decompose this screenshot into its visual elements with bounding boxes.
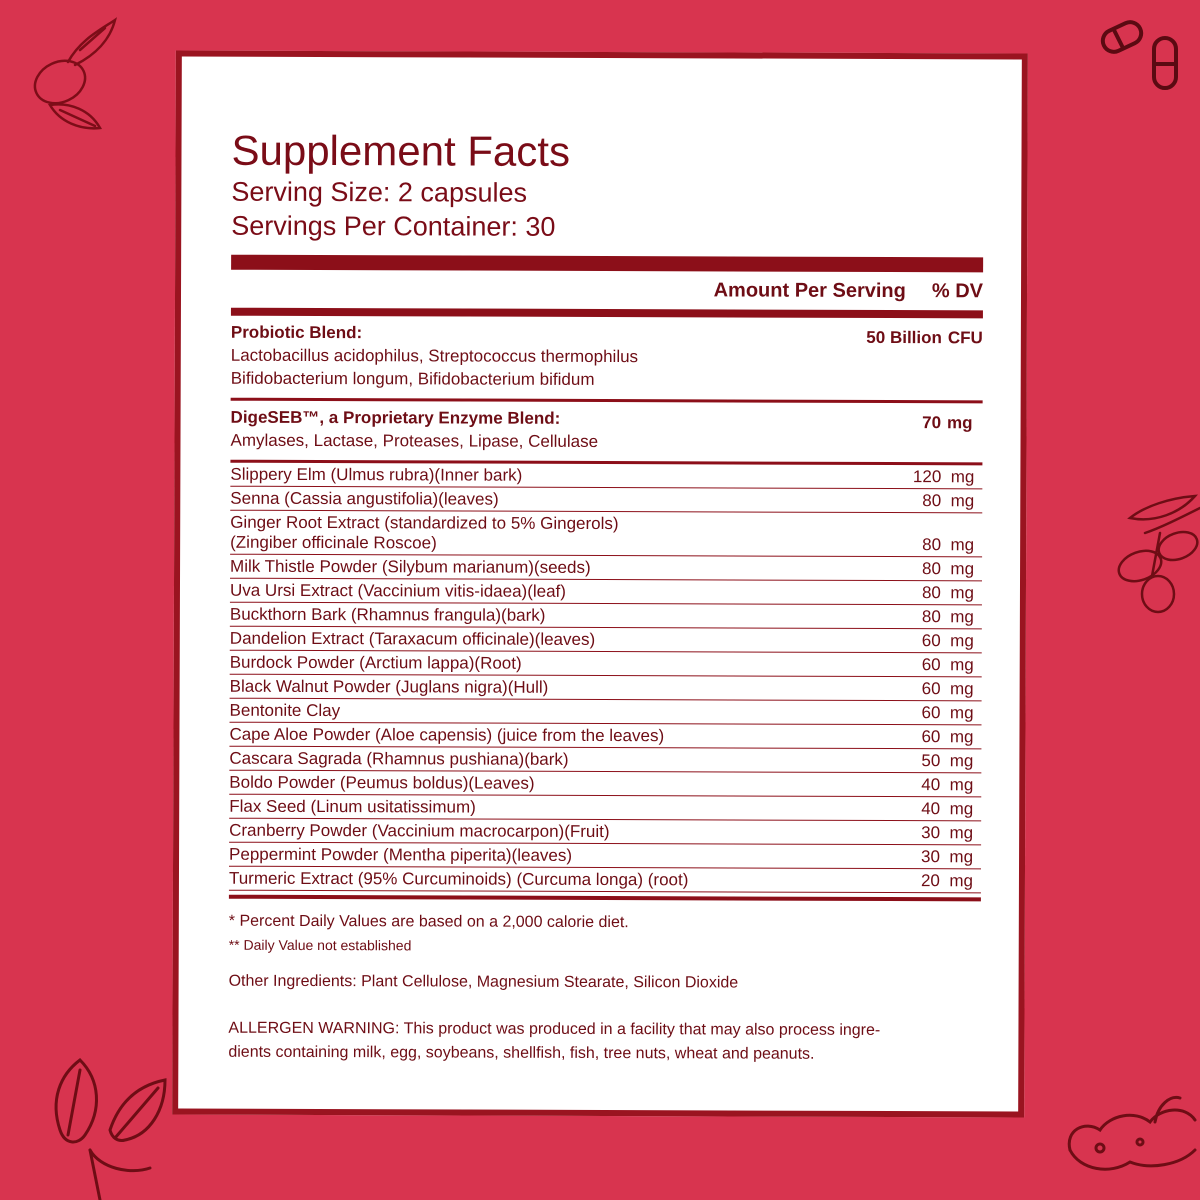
ingredient-amount-value: 60 (921, 703, 941, 723)
ingredient-name-line: Uva Ursi Extract (Vaccinium vitis-idaea)(leaf) (229, 580, 566, 601)
ingredient-amount (922, 631, 974, 651)
ingredient-row (230, 603, 982, 630)
capsules-doodle-icon (1098, 20, 1188, 100)
ingredient-name-line: Slippery Elm (Ulmus rubra)(Inner bark) (230, 464, 523, 485)
ingredient-amount-value: 60 (921, 727, 941, 747)
ingredient-name-line: Boldo Powder (Peumus boldus)(Leaves) (229, 772, 535, 793)
ingredient-name (230, 629, 595, 650)
ingredient-amount-value: 40 (921, 799, 941, 819)
percent-dv-label: % DV (931, 279, 984, 302)
ingredient-amount-value: 30 (921, 847, 941, 867)
ingredient-amount-value: 80 (921, 607, 941, 627)
ingredient-name (230, 557, 591, 578)
blend-amount-value: 70 (922, 413, 942, 433)
berry-leaf-doodle-icon (20, 10, 120, 135)
ingredient-amount-unit: mg (949, 823, 974, 843)
ingredient-name (230, 489, 498, 510)
blend-amount-unit: mg (947, 413, 973, 433)
ingredient-name-line: Flax Seed (Linum usitatissimum) (229, 796, 476, 817)
ingredient-row (229, 819, 981, 846)
ingredient-name (230, 465, 522, 486)
ingredient-amount (921, 847, 973, 867)
ingredient-amount (922, 491, 974, 511)
ingredient-amount (913, 467, 975, 487)
ingredient-amount (921, 751, 973, 771)
page-title: Supplement Facts (231, 126, 571, 175)
ingredient-amount (921, 871, 973, 891)
supplement-facts-panel (172, 51, 1028, 1118)
ingredient-amount-value: 60 (921, 655, 941, 675)
ingredient-amount-value: 80 (922, 535, 942, 555)
ingredient-amount-unit: mg (949, 847, 974, 867)
ingredient-amount-unit: mg (949, 871, 973, 891)
ingredient-row (230, 651, 982, 678)
ingredient-amount-value: 50 (921, 751, 941, 771)
servings-per-container: Servings Per Container: 30 (231, 210, 556, 242)
ingredient-amount-unit: mg (949, 799, 974, 819)
ingredient-name-line: Milk Thistle Powder (Silybum marianum)(seeds) (230, 556, 591, 577)
allergen-line: dients containing milk, egg, soybeans, shellfish, fish, tree nuts, wheat and peanuts. (228, 1043, 815, 1063)
ingredient-amount (921, 727, 973, 747)
ingredient-amount-value: 60 (921, 679, 941, 699)
ingredient-amount (922, 607, 974, 627)
ingredient-row (229, 843, 981, 870)
ingredient-amount (921, 799, 973, 819)
blend-amount-value: 50 Billion (866, 327, 942, 348)
ingredient-amount-unit: mg (950, 607, 974, 627)
ingredient-name-line: Buckthorn Bark (Rhamnus frangula)(bark) (229, 604, 546, 625)
blend-detail: Bifidobacterium longum, Bifidobacterium bifidum (230, 368, 595, 389)
ginger-root-doodle-icon (1060, 1090, 1200, 1190)
ingredient-name (229, 773, 534, 794)
ingredient-row (230, 699, 982, 726)
serving-size: Serving Size: 2 capsules (231, 176, 528, 208)
ingredient-name-line: Turmeric Extract (95% Curcuminoids) (Curcuma longa) (root) (228, 868, 689, 890)
blend-title: DigeSEB™, a Proprietary Enzyme Blend: (230, 407, 561, 428)
ingredient-name-line: Senna (Cassia angustifolia)(leaves) (230, 488, 499, 509)
ingredient-amount (922, 535, 974, 555)
ingredient-amount-value: 80 (922, 491, 942, 511)
ingredient-amount-unit: mg (950, 467, 975, 487)
ingredient-row (230, 579, 982, 606)
ingredient-amount (922, 655, 974, 675)
ingredient-row (230, 555, 982, 582)
ingredient-amount-unit: mg (949, 703, 974, 723)
ingredient-amount-unit: mg (949, 775, 974, 795)
ingredient-amount-unit: mg (950, 631, 974, 651)
ingredient-row (229, 795, 981, 822)
ingredient-name (229, 869, 689, 891)
ingredient-amount (922, 679, 974, 699)
ingredient-amount-value: 30 (921, 823, 941, 843)
leaves-doodle-icon (40, 1050, 170, 1200)
amount-header (231, 270, 983, 311)
ingredient-amount-value: 40 (921, 775, 941, 795)
ingredient-name (230, 605, 546, 626)
ingredient-amount-unit: mg (950, 583, 975, 603)
ingredient-amount-unit: mg (949, 727, 974, 747)
footnote-not-established: ** Daily Value not established (228, 936, 412, 954)
divider-bottom (229, 895, 981, 902)
allergen-line: ALLERGEN WARNING: This product was produced in a facility that may also process ingre- (228, 1019, 881, 1039)
ingredient-amount-value: 20 (920, 871, 940, 891)
ingredient-name (229, 797, 476, 818)
blend-detail: Lactobacillus acidophilus, Streptococcus thermophilus (230, 345, 639, 367)
ingredient-name (230, 677, 549, 698)
blend-amount (866, 324, 983, 392)
ingredient-name-line: (Zingiber officinale Roscoe) (230, 532, 437, 553)
ingredient-name-line: Ginger Root Extract (standardized to 5% Gingerols) (230, 512, 619, 534)
ingredient-row (230, 675, 982, 702)
ingredient-amount-unit: mg (950, 655, 974, 675)
ingredient-name (230, 513, 618, 554)
ingredient-amount-unit: mg (949, 751, 974, 771)
berry-branch-doodle-icon (1100, 488, 1200, 623)
ingredient-name-line: Peppermint Powder (Mentha piperita)(leaves) (229, 844, 573, 865)
ingredient-name (230, 653, 522, 674)
ingredient-amount (922, 559, 974, 579)
ingredient-row (229, 771, 981, 798)
enzyme-blend (230, 401, 982, 455)
other-ingredients: Other Ingredients: Plant Cellulose, Magnesium Stearate, Silicon Dioxide (228, 972, 739, 992)
ingredient-amount-unit: mg (949, 679, 974, 699)
ingredient-name (230, 701, 341, 721)
footnote-daily-values: * Percent Daily Values are based on a 2,000 calorie diet. (228, 912, 629, 932)
ingredient-name (229, 845, 572, 866)
ingredient-name-line: Cape Aloe Powder (Aloe capensis) (juice from the leaves) (229, 724, 665, 746)
ingredient-name (229, 749, 568, 770)
ingredient-name-line: Black Walnut Powder (Juglans nigra)(Hull) (229, 676, 549, 697)
ingredient-row (230, 511, 982, 558)
ingredient-amount-value: 80 (922, 559, 942, 579)
ingredient-row (230, 463, 982, 490)
ingredient-row (229, 867, 981, 894)
blend-amount (922, 409, 983, 454)
ingredient-row (229, 723, 981, 750)
ingredient-name-line: Dandelion Extract (Taraxacum officinale)(leaves) (229, 628, 596, 649)
label-content (228, 127, 983, 1068)
ingredient-name-line: Burdock Powder (Arctium lappa)(Root) (229, 652, 522, 673)
ingredient-name-line: Cascara Sagrada (Rhamnus pushiana)(bark) (229, 748, 569, 769)
ingredient-amount (921, 823, 973, 843)
ingredient-amount-unit: mg (950, 559, 975, 579)
ingredient-name (229, 725, 664, 747)
ingredient-amount-value: 120 (912, 467, 942, 487)
blend-detail: Amylases, Lactase, Proteases, Lipase, Cellulase (230, 430, 599, 451)
ingredient-amount (922, 583, 974, 603)
probiotic-blend (231, 316, 983, 393)
ingredient-name (230, 581, 566, 602)
blend-title: Probiotic Blend: (230, 322, 363, 343)
ingredient-row (229, 747, 981, 774)
ingredient-amount (922, 703, 974, 723)
blend-amount-unit: CFU (947, 328, 983, 348)
ingredient-amount-value: 60 (921, 631, 941, 651)
allergen-warning (228, 1017, 980, 1068)
ingredient-row (230, 487, 982, 514)
ingredient-row (230, 627, 982, 654)
ingredient-amount-value: 80 (921, 583, 941, 603)
ingredient-list (229, 463, 982, 894)
ingredient-amount-unit: mg (950, 535, 975, 555)
amount-per-serving-label: Amount Per Serving (713, 278, 906, 302)
ingredient-name (229, 821, 609, 842)
ingredient-amount (921, 775, 973, 795)
ingredient-name-line: Cranberry Powder (Vaccinium macrocarpon)(Fruit) (229, 820, 610, 842)
ingredient-amount-unit: mg (950, 491, 975, 511)
ingredient-name-line: Bentonite Clay (229, 700, 341, 721)
